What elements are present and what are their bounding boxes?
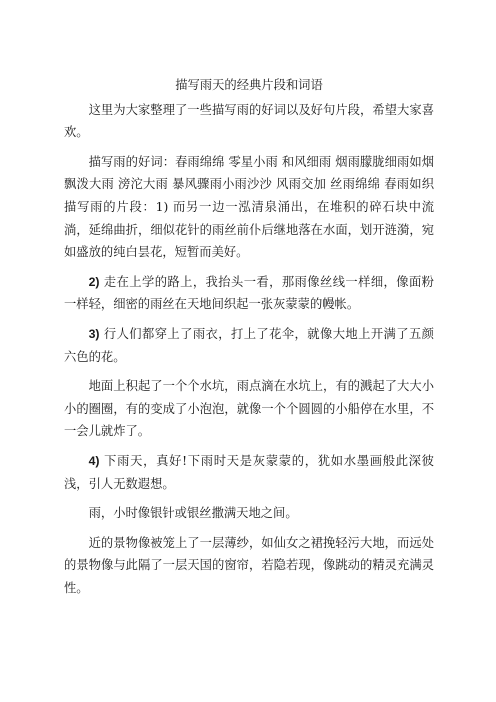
needles-paragraph: 雨，小时像银针或银丝撒满天地之间。 (88, 506, 298, 521)
list-item-text: 走在上学的路上，我抬头一看，那雨像丝线一样细，像面粉一样轻，细密的雨丝在天地间织起一张灰蒙蒙的幔帐。 (64, 274, 434, 312)
document-title: 描写雨天的经典片段和词语 (175, 78, 323, 92)
good-words-paragraph: 描写雨的好词：春雨绵绵 零星小雨 和风细雨 烟雨朦胧细雨如烟 飘泼大雨 滂沱大雨 暴风骤雨小雨沙沙 风雨交加 丝雨绵绵 春雨如织描写雨的片段：1) 而另一边一泓清泉涌出，在堆积的碎石块中流淌，延绵曲折，细似花针的雨丝前仆后继地落在水面，划开涟漪，宛如盛放的纯白昙花，短暂而美好。 (64, 154, 434, 260)
scenery-paragraph: 近的景物像被笼上了一层薄纱，如仙女之裙挽轻污大地，而远处的景物像与此隔了一层天国的窗帘，若隐若现，像跳动的精灵充满灵性。 (64, 535, 434, 595)
list-item-text: 下雨天，真好!下雨时天是灰蒙蒙的，犹如水墨画般此深彼浅，引人无数遐想。 (64, 453, 434, 491)
list-item-2 (64, 271, 434, 316)
list-item-number: 2) (88, 274, 100, 289)
intro-paragraph: 这里为大家整理了一些描写雨的好词以及好句片段，希望大家喜欢。 (64, 102, 434, 140)
list-item-4 (64, 450, 434, 495)
list-item-number: 4) (88, 453, 100, 468)
document-body (64, 74, 434, 606)
puddle-paragraph: 地面上积起了一个个水坑，雨点滴在水坑上，有的溅起了大大小小的圈圈，有的变成了小泡泡，就像一个个圆圆的小船停在水里，不一会儿就炸了。 (64, 379, 434, 439)
list-item-number: 3) (88, 326, 100, 341)
list-item-text: 行人们都穿上了雨衣，打上了花伞，就像大地上开满了五颜六色的花。 (64, 326, 434, 364)
list-item-3 (64, 323, 434, 368)
